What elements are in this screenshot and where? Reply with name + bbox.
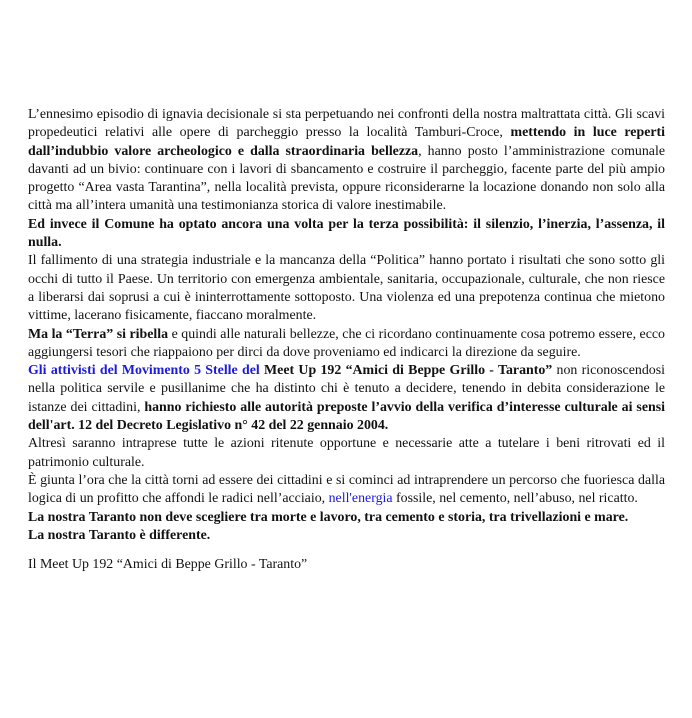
paragraph-comune: [28, 216, 665, 253]
text-run: e quindi alle naturali bellezze, che ci ricordano continuamente cosa potremo essere, ecco aggiungersi tesori che riappaiono per dirci da dove proveniamo ed indicarci la direzione da seguire.: [28, 326, 665, 360]
text-run: , hanno posto l’amministrazione comunale davanti ad un bivio: continuare con i lavori di sbancamento e costruire il parcheggio, facente parte del più ampio progetto “Area vasta Tarantina”, nella località prevista, oppure riconsiderarne la locazione donando non solo alla città ma all’intera umanità una testimonianza storica di valore inestimabile.: [28, 143, 665, 214]
text-run: Il fallimento di una strategia industriale e la mancanza della “Politica” hanno portato i risultati che sono sotto gli occhi di tutto il Paese. Un territorio con emergenza ambientale, sanitaria, occupazionale, culturale, che non riesce a liberarsi dai soprusi a cui è ininterrottamente sottoposto. Una violenza ed una prepotenza continua che mietono vittime, lacerano fisicamente, fiaccano moralmente.: [28, 253, 665, 324]
text-run: mettendo in luce reperti dall’indubbio valore archeologico e dalla straordinaria bellezza: [28, 125, 666, 159]
paragraph-intro: [28, 106, 665, 216]
link-movimento-5-stelle[interactable]: Gli attivisti del Movimento 5 Stelle del: [28, 363, 260, 379]
text-run: La nostra Taranto è differente.: [28, 527, 211, 543]
text-run: hanno richiesto alle autorità preposte l’avvio della verifica d’interesse culturale ai sensi dell'art. 12 del Decreto Legislativo n° 42 del 22 gennaio 2004.: [28, 399, 665, 434]
paragraph-giunta-ora: [28, 472, 665, 509]
text-run: La nostra Taranto non deve scegliere tra morte e lavoro, tra cemento e storia, tra trivellazioni e mare.: [28, 509, 629, 525]
paragraph-differente: [28, 527, 665, 545]
paragraph-scelta: [28, 509, 665, 527]
text-run: Il Meet Up 192 “Amici di Beppe Grillo - Taranto”: [28, 557, 308, 573]
paragraph-fallimento: [28, 252, 665, 325]
text-run: Ed invece il Comune ha optato ancora una volta per la terza possibilità: il silenzio, l’inerzia, l’assenza, il nulla.: [28, 216, 665, 251]
paragraph-signature: [28, 556, 665, 574]
text-run: Ma la “Terra” si ribella: [28, 326, 169, 342]
paragraph-terra: [28, 326, 665, 363]
text-run: Meet Up 192 “Amici di Beppe Grillo - Taranto”: [259, 363, 553, 379]
paragraph-altresi: [28, 435, 665, 472]
text-run: fossile, nel cemento, nell’abuso, nel ricatto.: [392, 491, 638, 507]
paragraph-attivisti: [28, 362, 665, 435]
text-run: non riconoscendosi nella politica servile e pusillanime che ha distinto chi è tenuto a decidere, tenendo in debita considerazione le istanze dei cittadini,: [28, 363, 665, 415]
text-run: L’ennesimo episodio di ignavia decisionale si sta perpetuando nei confronti della nostra maltrattata città. Gli scavi propedeutici relativi alle opere di parcheggio presso la località Tamburi-Croce,: [28, 107, 665, 141]
text-run: Altresì saranno intraprese tutte le azioni ritenute opportune e necessarie atte a tutelare i beni ritrovati ed il patrimonio culturale.: [28, 436, 665, 470]
document-body: [28, 106, 665, 574]
text-run: È giunta l’ora che la città torni ad essere dei cittadini e si cominci ad intraprendere un percorso che fuoriesca dalla logica di un profitto che affondi le radici nell’acciaio,: [28, 472, 665, 507]
link-nell-energia[interactable]: nell'energia: [328, 491, 393, 507]
